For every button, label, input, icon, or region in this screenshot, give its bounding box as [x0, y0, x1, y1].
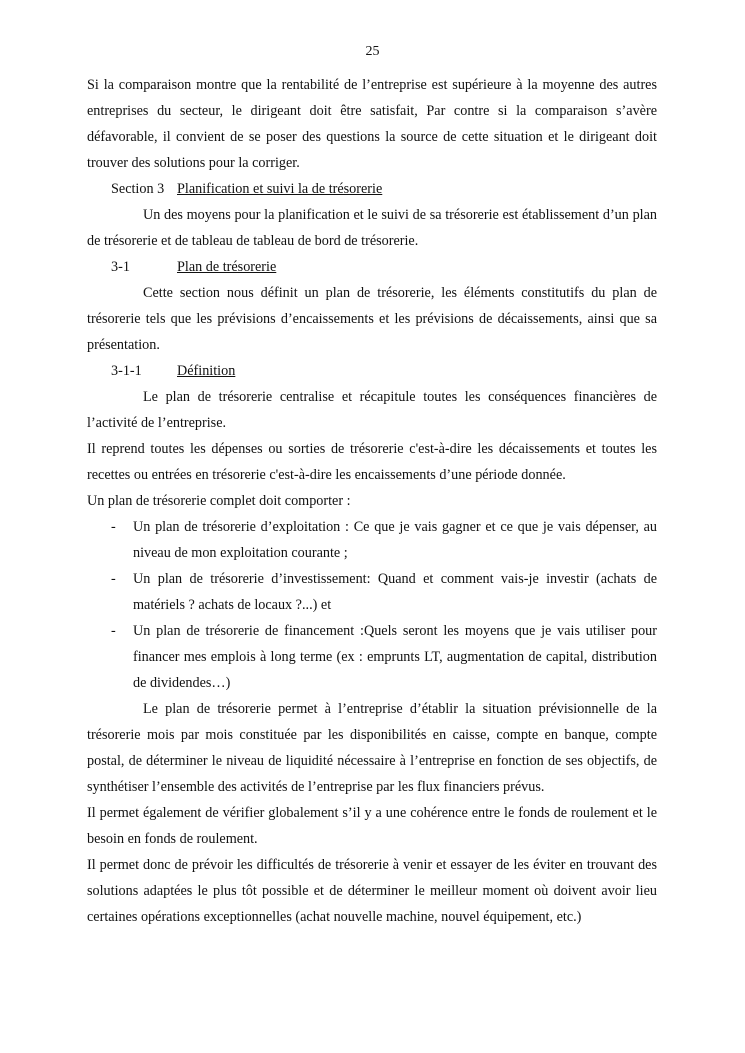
- paragraph-anticipation: Il permet donc de prévoir les difficultés de trésorerie à venir et essayer de les éviter en trouvant des solutions adaptées le plus tôt possible et de déterminer le meilleur moment où doivent avoir lieu certaines opérations exceptionnelles (achat nouvelle machine, nouvel équipement, etc.): [87, 857, 657, 925]
- paragraph-comparison: Si la comparaison montre que la rentabilité de l’entreprise est supérieure à la moyenne des autres entreprises du secteur, le dirigeant doit être satisfait, Par contre si la comparaison s’avère défavorable, il convient de se poser des questions la source de cette situation et le dirigeant doit trouver des solutions pour la corriger.: [87, 77, 657, 171]
- list-bullet: -: [111, 623, 116, 639]
- paragraph-section-intro: Cette section nous définit un plan de trésorerie, les éléments constitutifs du plan de trésorerie tels que les prévisions d’encaissements et les prévisions de décaissements, ainsi que sa présentation.: [87, 285, 657, 353]
- plan-components-list: [87, 514, 657, 696]
- list-bullet: -: [111, 571, 116, 587]
- paragraph-expenses-receipts: Il reprend toutes les dépenses ou sorties de trésorerie c'est-à-dire les décaissements et toutes les recettes ou entrées en trésorerie c'est-à-dire les encaissements d’une période donnée.: [87, 441, 657, 483]
- list-item-text: Un plan de trésorerie d’exploitation : Ce que je vais gagner et ce que je vais dépenser, au niveau de mon exploitation courante ;: [133, 519, 657, 561]
- page-body: [87, 72, 657, 930]
- subsection-3-1-heading: [87, 254, 657, 280]
- list-item: [87, 514, 657, 566]
- subsection-title: Définition: [177, 363, 236, 379]
- list-item: [87, 618, 657, 696]
- list-item-text: Un plan de trésorerie d’investissement: Quand et comment vais-je investir (achats de matériels ? achats de locaux ?...) et: [133, 571, 657, 613]
- page-number: 25: [365, 44, 380, 59]
- paragraph-coherence: Il permet également de vérifier globalement s’il y a une cohérence entre le fonds de roulement et le besoin en fonds de roulement.: [87, 805, 657, 847]
- section-number: Section 3: [111, 181, 165, 197]
- subsection-title: Plan de trésorerie: [177, 259, 277, 275]
- list-item: [87, 566, 657, 618]
- paragraph-list-intro: Un plan de trésorerie complet doit comporter :: [87, 493, 351, 509]
- section-title: Planification et suivi la de trésorerie: [177, 181, 383, 197]
- list-item-text: Un plan de trésorerie de financement :Quels seront les moyens que je vais utiliser pour financer mes emplois à long terme (ex : emprunts LT, augmentation de capital, distribution de dividendes…): [133, 623, 657, 691]
- paragraph-definition: Le plan de trésorerie centralise et récapitule toutes les conséquences financières de l’activité de l’entreprise.: [87, 389, 657, 431]
- subsection-3-1-1-heading: [87, 358, 657, 384]
- paragraph-planning-means: Un des moyens pour la planification et le suivi de sa trésorerie est établissement d’un plan de trésorerie et de tableau de tableau de bord de trésorerie.: [87, 207, 657, 249]
- paragraph-plan-purpose: Le plan de trésorerie permet à l’entreprise d’établir la situation prévisionnelle de la trésorerie mois par mois constituée par les disponibilités en caisse, compte en banque, compte postal, de déterminer le niveau de liquidité nécessaire à l’entreprise en fonction de ses objectifs, de synthétiser l’ensemble des activités de l’entreprise par les flux financiers prévus.: [87, 701, 657, 795]
- section-3-heading: [87, 176, 657, 202]
- subsection-number: 3-1: [111, 259, 130, 275]
- list-bullet: -: [111, 519, 116, 535]
- subsection-number: 3-1-1: [111, 363, 142, 379]
